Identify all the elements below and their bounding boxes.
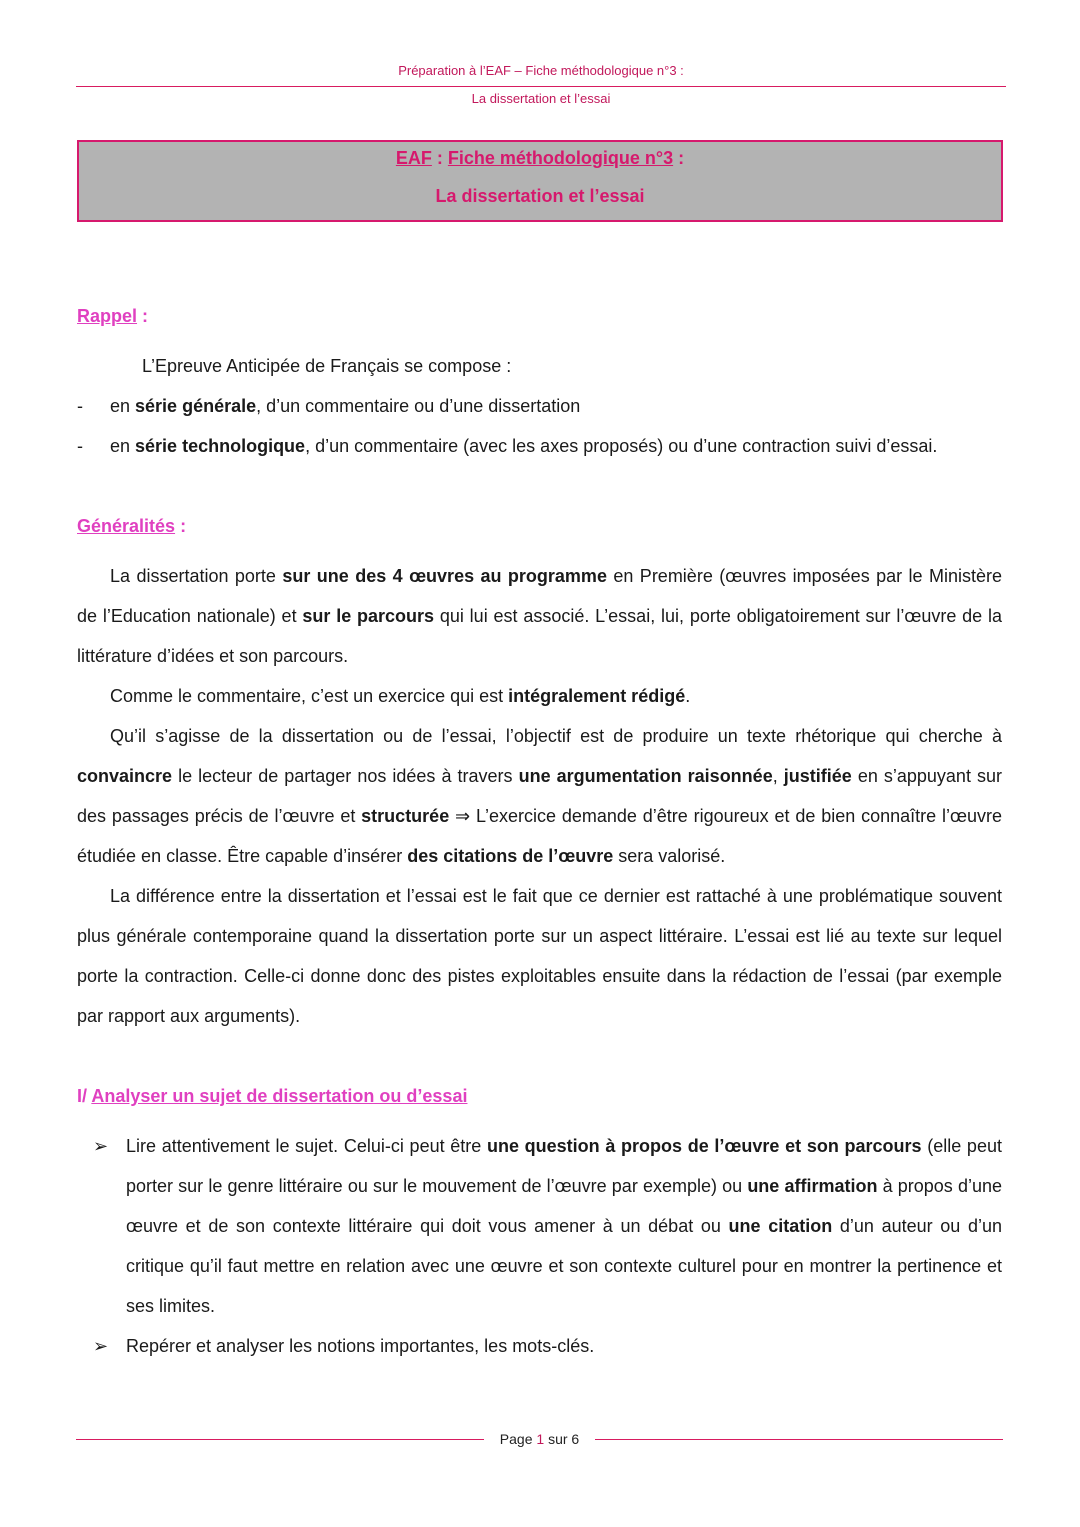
- item-text: en: [110, 436, 136, 456]
- bold-run: sur le parcours: [302, 606, 435, 626]
- title-colon: :: [673, 148, 685, 168]
- text-run: ⇒ L’exercice demande d’être rigoureux et de bien connaître l’œuvre étudiée en classe. Être capable d’insérer: [77, 806, 1002, 866]
- rappel-heading-colon: :: [137, 306, 149, 326]
- header-line-1: Préparation à l’EAF – Fiche méthodologique n°3 :: [398, 63, 684, 78]
- item-text: , d’un commentaire (avec les axes proposés) ou d’une contraction suivi d’essai.: [305, 436, 938, 456]
- paragraph-2: [77, 676, 1002, 716]
- text-run: qui lui est associé. L’essai, lui, porte obligatoirement sur l’œuvre de la littérature d’idées et son parcours.: [77, 606, 1002, 666]
- rappel-intro: L’Epreuve Anticipée de Français se compose :: [142, 356, 512, 376]
- section-1-prefix: I/: [77, 1086, 92, 1106]
- text-run: La dissertation porte: [110, 566, 283, 586]
- header-rule: [76, 86, 1006, 87]
- bold-run: structurée: [361, 806, 450, 826]
- title-box: [77, 140, 1003, 222]
- text-run: sera valorisé.: [613, 846, 726, 866]
- text-run: Comme le commentaire, c’est un exercice qui est: [110, 686, 509, 706]
- page-current: 1: [536, 1431, 545, 1447]
- rappel-list: [77, 386, 1002, 466]
- generalites-body: [77, 556, 1002, 1036]
- header-line-2: La dissertation et l’essai: [471, 91, 611, 106]
- item-bold: série technologique: [135, 436, 306, 456]
- text-run: .: [685, 686, 691, 706]
- text-run: le lecteur de partager nos idées à travers: [172, 766, 519, 786]
- generalites-heading-label: Généralités: [77, 516, 176, 536]
- bold-run: justifiée: [783, 766, 852, 786]
- arrow-bullet-icon: ➢: [93, 1136, 109, 1156]
- paragraph-4: La différence entre la dissertation et l’essai est le fait que ce dernier est rattaché à une problématique souvent plus générale contemporaine quand la dissertation porte sur un aspect littéraire. L’essai est lié au texte sur lequel porte la contraction. Celle-ci donne donc des pistes exploitables ensuite dans la rédaction de l’essai (par exemple par rapport aux arguments).: [77, 886, 1002, 1026]
- list-item: [77, 386, 1002, 426]
- text-run: ,: [772, 766, 784, 786]
- rappel-heading: [77, 304, 148, 328]
- text-run: (elle peut porter sur le genre littéraire ou sur le mouvement de l’œuvre par exemple) ou: [126, 1136, 1002, 1196]
- page-total: sur 6: [544, 1431, 580, 1447]
- section-1-title: Analyser un sujet de dissertation ou d’essai: [91, 1086, 468, 1106]
- bold-run: une question à propos de l’œuvre et son parcours: [486, 1136, 922, 1156]
- page-number: [76, 1428, 1003, 1450]
- paragraph-3: [77, 716, 1002, 876]
- page-label: Page: [499, 1431, 537, 1447]
- bold-run: une citation: [728, 1216, 833, 1236]
- text-run: Repérer et analyser les notions importantes, les mots-clés.: [126, 1336, 595, 1356]
- title-line: [79, 146, 1001, 170]
- bold-run: intégralement rédigé: [508, 686, 686, 706]
- title-fiche: Fiche méthodologique n°3: [447, 148, 674, 168]
- dash-marker: -: [77, 436, 83, 456]
- text-run: Lire attentivement le sujet. Celui-ci peut être: [126, 1136, 487, 1156]
- list-item: [77, 426, 1002, 466]
- title-subtitle: La dissertation et l’essai: [435, 186, 645, 206]
- text-run: en Première (œuvres imposées par le Ministère de l’Education nationale) et: [77, 566, 1002, 626]
- paragraph-1: [77, 556, 1002, 676]
- arrow-bullet-icon: ➢: [93, 1336, 109, 1356]
- page-footer: [76, 1428, 1003, 1450]
- title-eaf: EAF: [395, 148, 432, 168]
- title-sep: :: [431, 148, 448, 168]
- bold-run: une affirmation: [747, 1176, 878, 1196]
- bold-run: des citations de l’œuvre: [407, 846, 614, 866]
- generalites-heading: [77, 514, 186, 538]
- rappel-heading-label: Rappel: [77, 306, 138, 326]
- running-header: [76, 60, 1006, 110]
- dash-marker: -: [77, 396, 83, 416]
- bold-run: une argumentation raisonnée: [518, 766, 773, 786]
- list-item: [77, 1326, 1002, 1366]
- section-1-list: [77, 1126, 1002, 1366]
- text-run: en s’appuyant sur des passages précis de l’œuvre et: [77, 766, 1002, 826]
- list-item: [77, 1126, 1002, 1326]
- bold-run: convaincre: [77, 766, 173, 786]
- item-bold: série générale: [135, 396, 257, 416]
- generalites-heading-colon: :: [175, 516, 187, 536]
- text-run: à propos d’une œuvre et de son contexte littéraire qui doit vous amener à un débat ou: [126, 1176, 1002, 1236]
- item-text: , d’un commentaire ou d’une dissertation: [256, 396, 581, 416]
- text-run: d’un auteur ou d’un critique qu’il faut mettre en relation avec une œuvre et son contexte culturel pour en montrer la pertinence et ses limites.: [126, 1216, 1002, 1316]
- item-text: en: [110, 396, 136, 416]
- section-1-heading: [77, 1084, 467, 1108]
- bold-run: sur une des 4 œuvres au programme: [282, 566, 607, 586]
- text-run: Qu’il s’agisse de la dissertation ou de l’essai, l’objectif est de produire un texte rhétorique qui cherche à: [110, 726, 1002, 746]
